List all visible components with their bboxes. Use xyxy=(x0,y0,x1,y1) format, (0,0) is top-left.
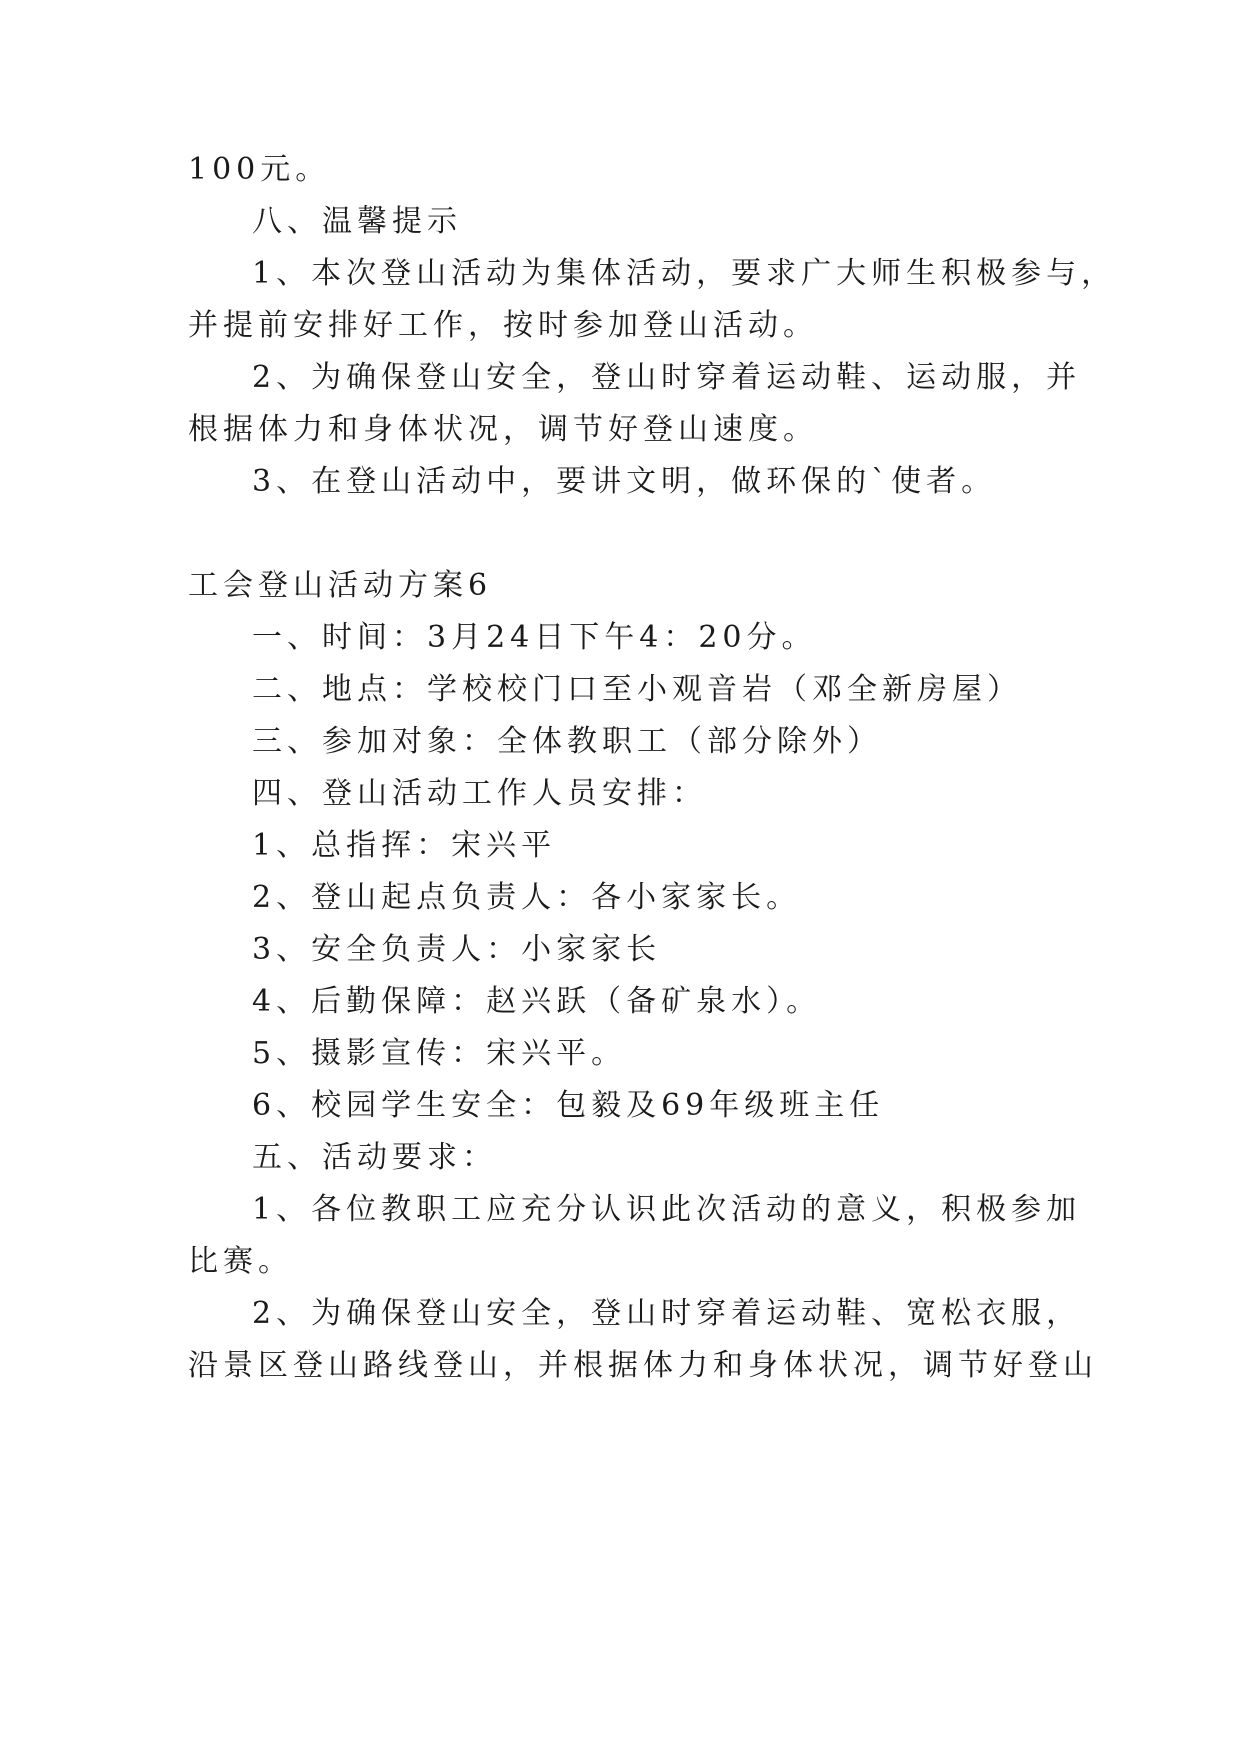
item-time: 一、时间：3月24日下午4：20分。 xyxy=(252,620,817,655)
requirement-1-line-1: 1、各位教职工应充分认识此次活动的意义，积极参加 xyxy=(252,1192,1082,1227)
staff-item-4: 4、后勤保障：赵兴跃（备矿泉水）。 xyxy=(252,984,822,1019)
requirement-2-line-2: 沿景区登山路线登山，并根据体力和身体状况，调节好登山 xyxy=(188,1348,1098,1383)
tip-1-line-1: 1、本次登山活动为集体活动，要求广大师生积极参与， xyxy=(252,256,1117,291)
requirement-2-line-1: 2、为确保登山安全，登山时穿着运动鞋、宽松衣服， xyxy=(252,1296,1082,1331)
staff-item-1: 1、总指挥：宋兴平 xyxy=(252,828,557,863)
staff-item-3: 3、安全负责人：小家家长 xyxy=(252,932,662,967)
continuation-line: 100元。 xyxy=(188,152,331,187)
item-participants: 三、参加对象：全体教职工（部分除外） xyxy=(252,724,882,759)
tip-2-line-1: 2、为确保登山安全，登山时穿着运动鞋、运动服，并 xyxy=(252,360,1082,395)
tip-2-line-2: 根据体力和身体状况，调节好登山速度。 xyxy=(188,412,818,447)
tip-1-line-2: 并提前安排好工作，按时参加登山活动。 xyxy=(188,308,818,343)
plan-title: 工会登山活动方案6 xyxy=(188,568,493,603)
item-place: 二、地点：学校校门口至小观音岩（邓全新房屋） xyxy=(252,672,1022,707)
staff-item-2: 2、登山起点负责人：各小家家长。 xyxy=(252,880,802,915)
staff-item-5: 5、摄影宣传：宋兴平。 xyxy=(252,1036,627,1071)
staff-heading: 四、登山活动工作人员安排： xyxy=(252,776,707,811)
section-heading-tips: 八、温馨提示 xyxy=(252,204,462,239)
staff-item-6: 6、校园学生安全：包毅及69年级班主任 xyxy=(252,1088,885,1123)
requirements-heading: 五、活动要求： xyxy=(252,1140,497,1175)
tip-3: 3、在登山活动中，要讲文明，做环保的`使者。 xyxy=(252,464,997,499)
requirement-1-line-2: 比赛。 xyxy=(188,1244,293,1279)
